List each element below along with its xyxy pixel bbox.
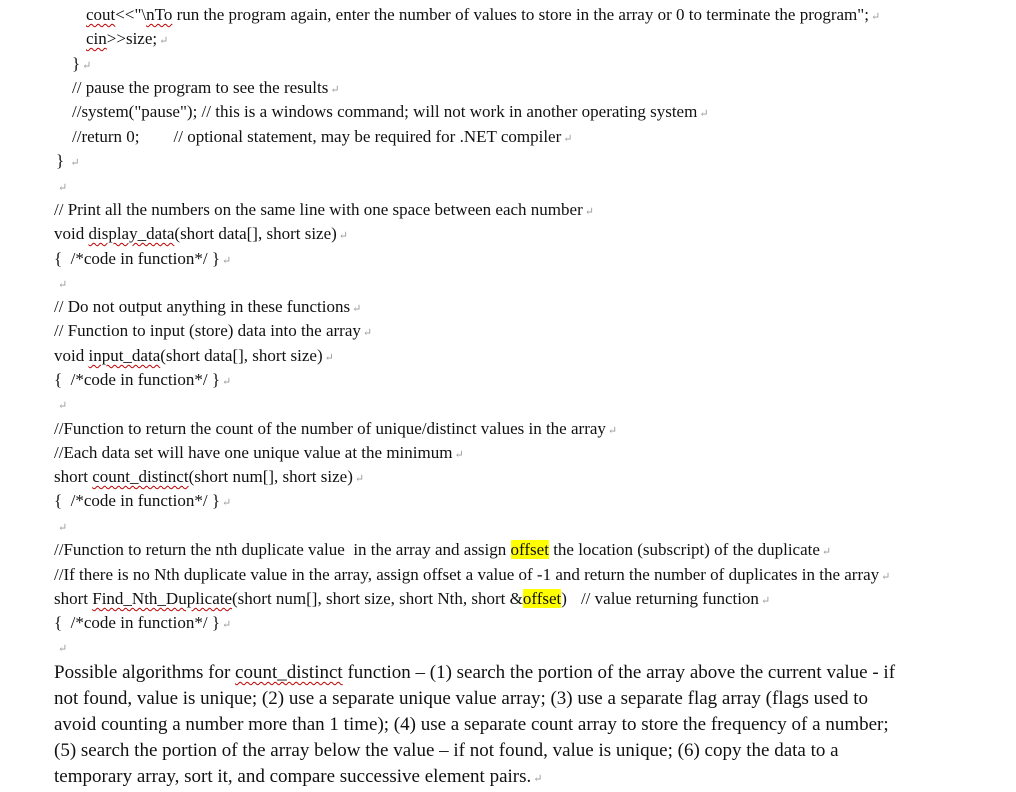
pilcrow-mark: ↵: [70, 157, 80, 169]
code-line-comment-print: [54, 200, 594, 222]
code-text: // optional statement, may be required for .NET compiler: [173, 127, 562, 146]
code-line-display-data-signature: [54, 224, 348, 246]
code-text: <<"\: [115, 5, 147, 24]
code-line-comment-input: [54, 321, 372, 343]
code-line-count-distinct-signature: [54, 467, 364, 489]
pilcrow-mark: ↵: [58, 400, 68, 412]
pilcrow-mark: ↵: [58, 643, 68, 655]
code-line-comment-no-nth: [54, 565, 890, 587]
spell-flag-cout: cout: [86, 5, 116, 24]
code-line-comment-unique: [54, 443, 464, 465]
code-text: // Function to input (store) data into the array: [54, 321, 361, 340]
code-text: void: [54, 224, 89, 243]
code-text: ): [561, 589, 567, 608]
pilcrow-mark: ↵: [821, 546, 832, 558]
code-line-cout: [86, 5, 880, 27]
code-line-input-data-signature: [54, 346, 334, 368]
code-line-function-body: [54, 491, 231, 513]
para-text: temporary array, sort it, and compare successive element pairs.: [54, 766, 532, 787]
code-text: // pause the program to see the results: [72, 78, 329, 97]
code-line-function-body: [54, 249, 231, 271]
code-text: >>size;: [106, 29, 158, 48]
pilcrow-mark: ↵: [563, 133, 573, 145]
empty-line: [56, 273, 67, 295]
code-text: (short num[], short size, short Nth, short &: [232, 589, 523, 608]
code-line-comment-no-output: [54, 297, 361, 319]
pilcrow-mark: ↵: [58, 182, 68, 194]
code-text: }: [56, 151, 65, 170]
pilcrow-mark: ↵: [221, 619, 232, 631]
pilcrow-mark: ↵: [354, 473, 365, 485]
para-text: function – (1) search the portion of the array above the current value - if: [342, 662, 896, 683]
code-line-system-pause: [72, 102, 709, 124]
empty-line: [56, 394, 67, 416]
code-text: // Do not output anything in these functions: [54, 297, 351, 316]
code-text: { /*code in function*/ }: [54, 613, 220, 632]
pilcrow-mark: ↵: [533, 773, 543, 785]
spell-flag-find-nth-duplicate: Find_Nth_Duplicate: [92, 589, 233, 608]
empty-line: [56, 637, 67, 659]
code-text: //return 0;: [72, 127, 140, 146]
pilcrow-mark: ↵: [221, 497, 232, 509]
spell-flag-input-data: input_data: [88, 346, 161, 365]
code-text: (short data[], short size): [174, 224, 337, 243]
pilcrow-mark: ↵: [870, 11, 881, 23]
pilcrow-mark: ↵: [324, 352, 334, 364]
pilcrow-mark: ↵: [338, 230, 349, 242]
pilcrow-mark: ↵: [881, 571, 891, 583]
code-text: //If there is no Nth duplicate value in the array, assign offset a value of -1 and return the number of duplicates in the array: [54, 565, 880, 584]
code-line-find-nth-signature: [54, 589, 770, 611]
pilcrow-mark: ↵: [584, 206, 594, 218]
code-line-comment-count: [54, 419, 617, 441]
code-text: // value returning function: [580, 589, 759, 608]
code-line-cin: [86, 29, 168, 51]
code-text: { /*code in function*/ }: [54, 491, 220, 510]
spell-flag-display-data: display_data: [88, 224, 175, 243]
highlight-offset: offset: [510, 540, 549, 559]
pilcrow-mark: ↵: [221, 255, 232, 267]
pilcrow-mark: ↵: [699, 108, 709, 120]
code-text: short: [54, 467, 93, 486]
code-line-close-brace: [72, 54, 91, 76]
pilcrow-mark: ↵: [607, 425, 618, 437]
code-line-return: [72, 127, 572, 149]
code-text: }: [72, 54, 81, 73]
code-text: (short data[], short size): [160, 346, 323, 365]
code-text: the location (subscript) of the duplicate: [548, 540, 820, 559]
pilcrow-mark: ↵: [221, 376, 232, 388]
pilcrow-mark: ↵: [454, 449, 464, 461]
code-line-function-body: [54, 613, 231, 635]
empty-line: [56, 176, 67, 198]
code-text: //Function to return the nth duplicate value in the array and assign: [54, 540, 511, 559]
code-text: { /*code in function*/ }: [54, 249, 220, 268]
spell-flag-count-distinct: count_distinct: [235, 662, 343, 683]
algorithms-paragraph-line-4: (5) search the portion of the array below the value – if not found, value is unique; (6) copy the data to a: [54, 740, 839, 761]
pilcrow-mark: ↵: [330, 84, 340, 96]
spell-flag-nto: nTo: [146, 5, 173, 24]
code-text: void: [54, 346, 89, 365]
empty-line: [56, 516, 67, 538]
para-text: Possible algorithms for: [54, 662, 236, 683]
pilcrow-mark: ↵: [760, 595, 771, 607]
code-text: //Each data set will have one unique value at the minimum: [54, 443, 453, 462]
spell-flag-count-distinct: count_distinct: [92, 467, 189, 486]
highlight-offset: offset: [522, 589, 562, 608]
code-line-main-close: [56, 151, 80, 173]
algorithms-paragraph-line-1: [54, 660, 895, 686]
pilcrow-mark: ↵: [352, 303, 362, 315]
algorithms-paragraph-line-3: avoid counting a number more than 1 time); (4) use a separate count array to store the frequency of a number;: [54, 714, 889, 735]
pilcrow-mark: ↵: [159, 35, 169, 47]
code-text: // Print all the numbers on the same line with one space between each number: [54, 200, 583, 219]
code-text: (short num[], short size): [188, 467, 353, 486]
pilcrow-mark: ↵: [58, 522, 68, 534]
code-text: { /*code in function*/ }: [54, 370, 220, 389]
pilcrow-mark: ↵: [362, 327, 373, 339]
algorithms-paragraph-line-5: [54, 764, 543, 792]
code-text: run the program again, enter the number of values to store in the array or 0 to terminate the program";: [172, 5, 869, 24]
pilcrow-mark: ↵: [82, 60, 92, 72]
code-line-comment-nth-duplicate: [54, 540, 831, 562]
algorithms-paragraph-line-2: not found, value is unique; (2) use a separate unique value array; (3) use a separate flag array (flags used to: [54, 688, 869, 709]
code-text: //system("pause"); // this is a windows command; will not work in another operating system: [72, 102, 698, 121]
code-text: short: [54, 589, 93, 608]
code-text: //Function to return the count of the number of unique/distinct values in the array: [54, 419, 606, 438]
code-line-function-body: [54, 370, 231, 392]
code-line-comment-pause: [72, 78, 340, 100]
pilcrow-mark: ↵: [58, 279, 68, 291]
spell-flag-cin: cin: [86, 29, 107, 48]
